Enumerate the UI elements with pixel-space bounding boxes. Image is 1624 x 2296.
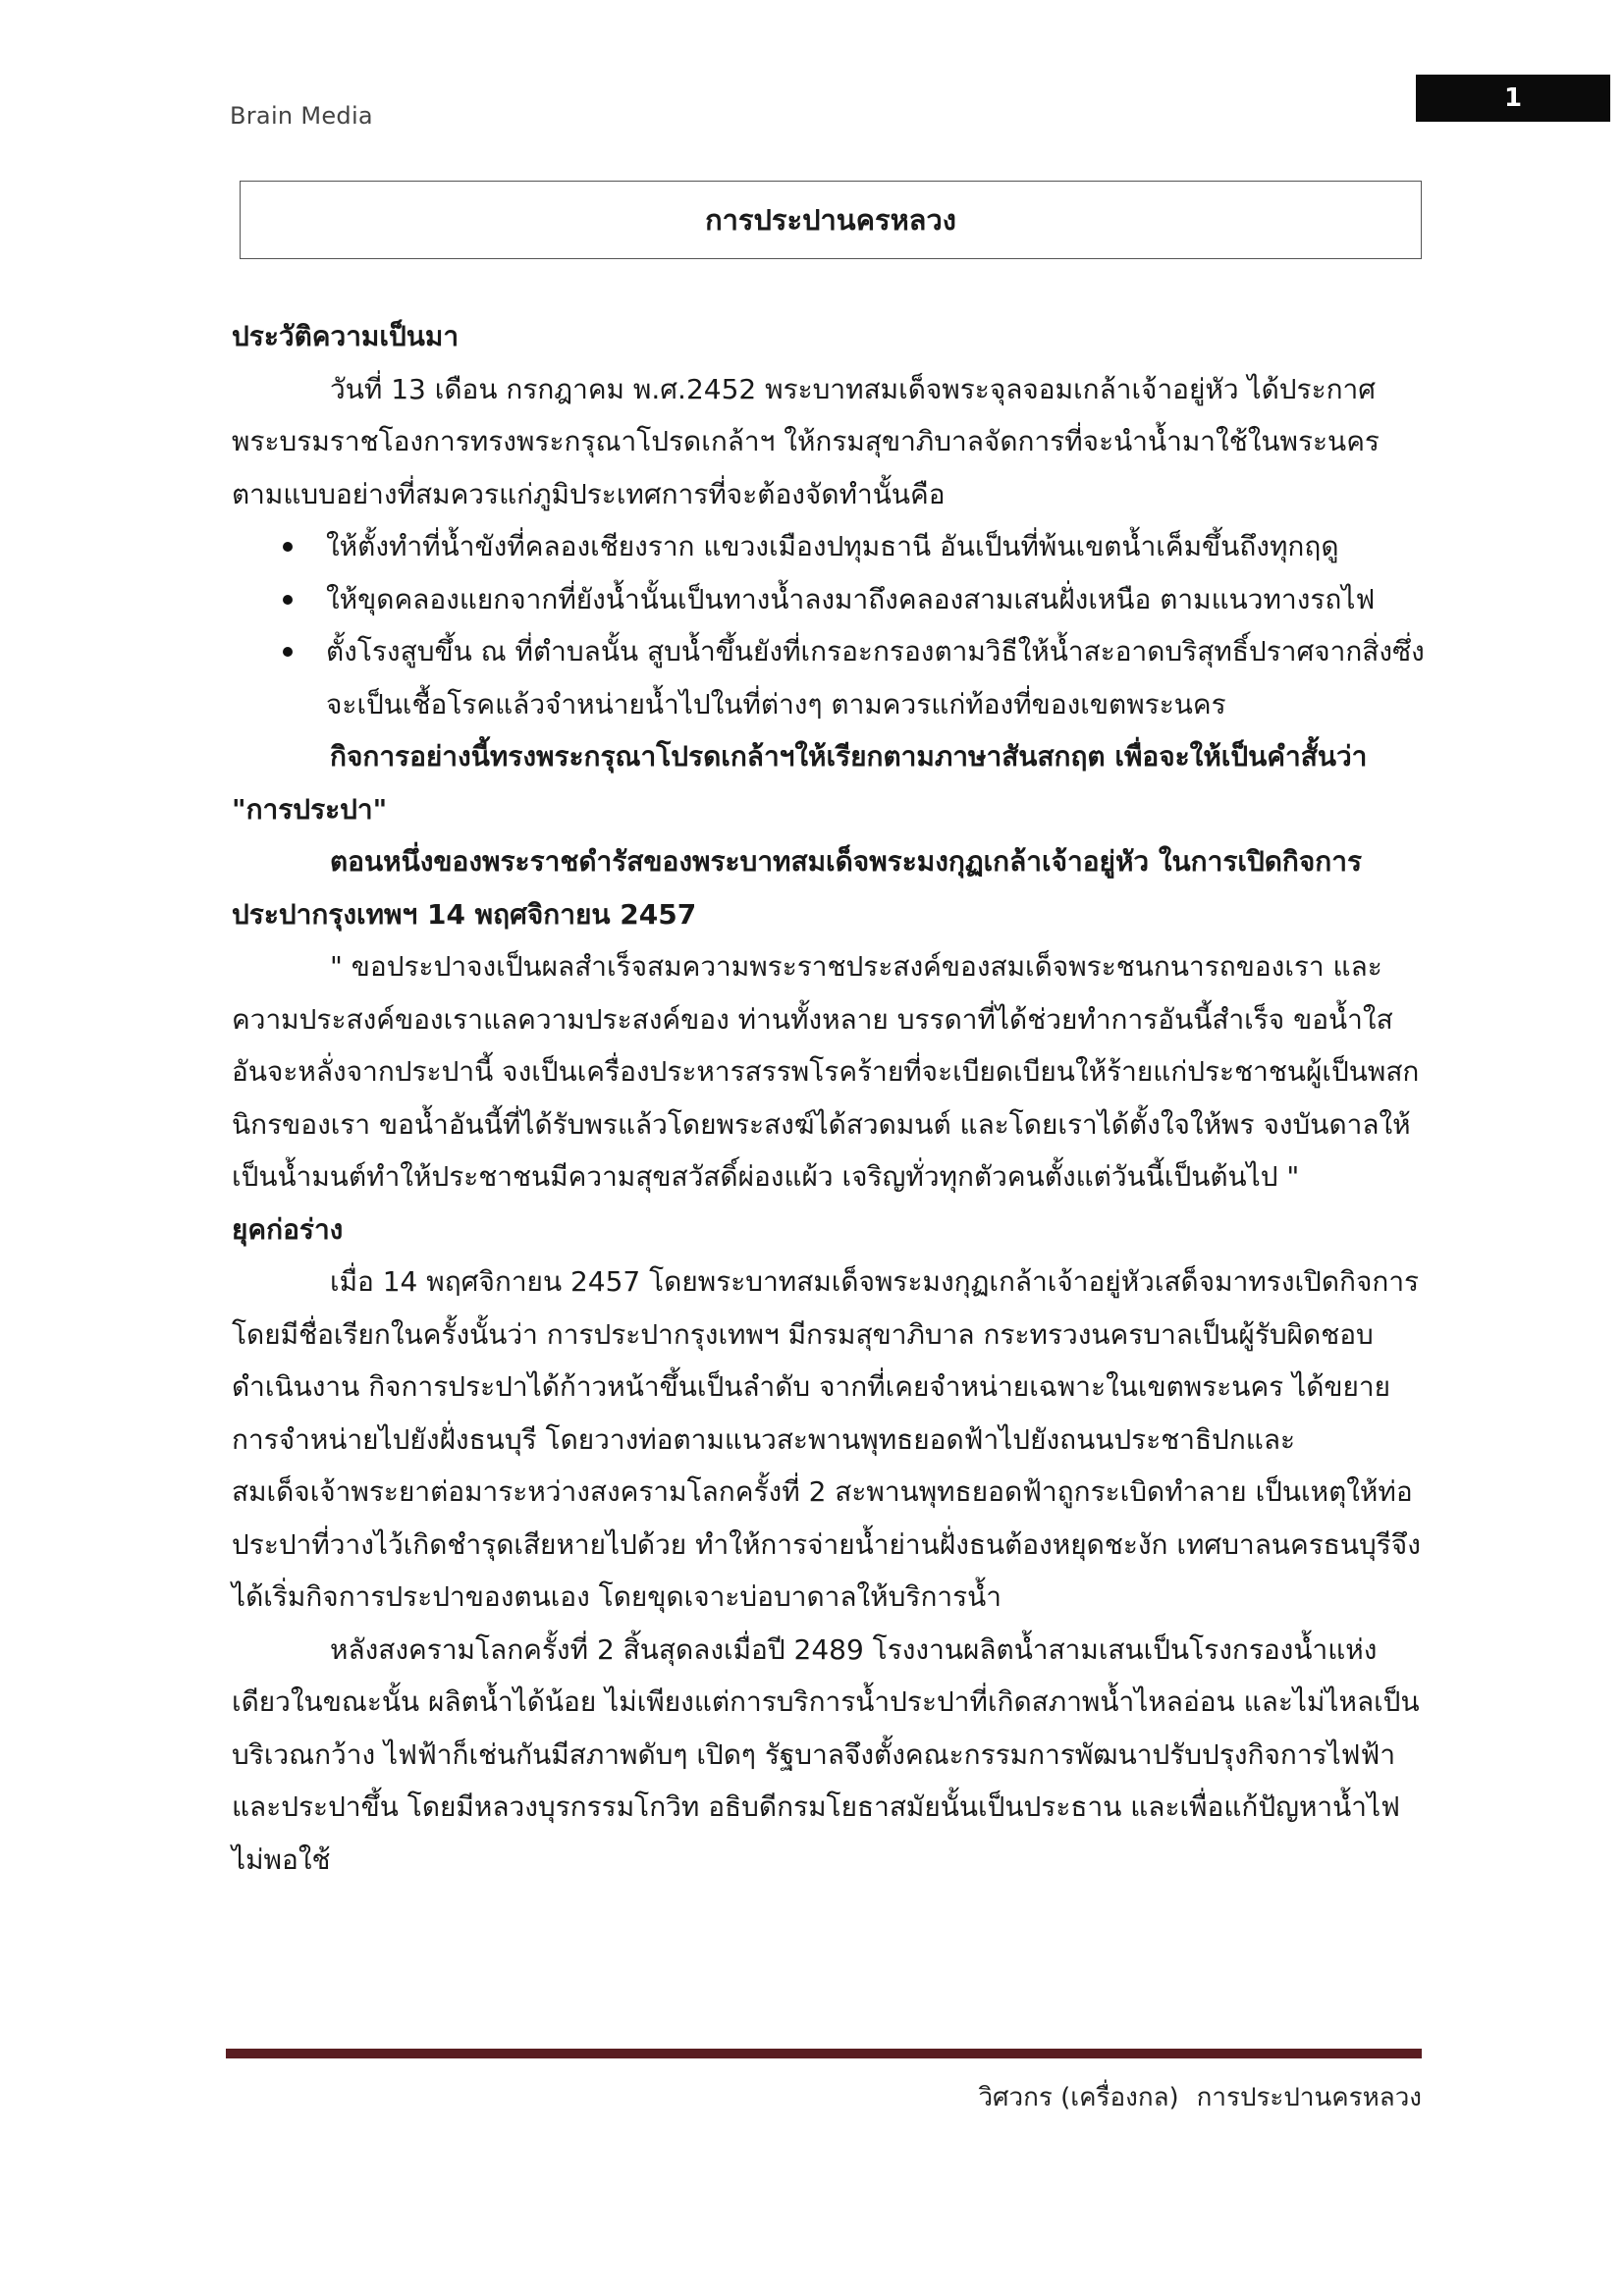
page-number-badge: 1 [1416,75,1610,122]
document-body [232,310,1426,1886]
footer-author: วิศวกร (เครื่องกล) [978,2083,1179,2112]
bullet-dot-icon [283,595,293,605]
bullet-dot-icon [283,647,293,657]
document-title: การประปานครหลวง [240,181,1422,259]
list-item: ตั้งโรงสูบขึ้น ณ ที่ตำบลนั้น สูบน้ำขึ้นยังที่เกรอะกรองตามวิธีให้น้ำสะอาดบริสุทธิ์ปราศจากสิ่งซึ่งจะเป็นเชื้อโรคแล้วจำหน่ายน้ำไปในที่ต่างๆ ตามควรแก่ท้องที่ของเขตพระนคร [232,625,1426,730]
early-era-paragraph-2: หลังสงครามโลกครั้งที่ 2 สิ้นสุดลงเมื่อปี 2489 โรงงานผลิตน้ำสามเสนเป็นโรงกรองน้ำแห่งเดียวในขณะนั้น ผลิตน้ำได้น้อย ไม่เพียงแต่การบริการน้ำประปาที่เกิดสภาพน้ำไหลอ่อน และไม่ไหลเป็นบริเวณกว้าง ไฟฟ้าก็เช่นกันมีสภาพดับๆ เปิดๆ รัฐบาลจึงตั้งคณะกรรมการพัฒนาปรับปรุงกิจการไฟฟ้า และประปาขึ้น โดยมีหลวงบุรกรรมโกวิท อธิบดีกรมโยธาสมัยนั้นเป็นประธาน และเพื่อแก้ปัญหาน้ำไฟไม่พอใช้ [232,1632,1420,1876]
history-intro-paragraph: วันที่ 13 เดือน กรกฎาคม พ.ศ.2452 พระบาทสมเด็จพระจุลจอมเกล้าเจ้าอยู่หัว ได้ประกาศพระบรมราชโองการทรงพระกรุณาโปรดเกล้าฯ ให้กรมสุขาภิบาลจัดการที่จะนำน้ำมาใช้ในพระนครตามแบบอย่างที่สมควรแก่ภูมิประเทศการที่จะต้องจัดทำนั้นคือ [232,372,1380,510]
publisher-header: Brain Media [230,102,373,130]
footer-doc-title: การประปานครหลวง [1196,2083,1422,2112]
history-bullet-list [232,520,1426,730]
list-item: ให้ตั้งทำที่น้ำขังที่คลองเชียงราก แขวงเมืองปทุมธานี อันเป็นที่พ้นเขตน้ำเค็มขึ้นถึงทุกฤดู [232,520,1426,573]
bullet-dot-icon [283,542,293,552]
footer [960,2077,1422,2117]
history-heading: ประวัติความเป็นมา [232,320,460,352]
early-era-paragraph-1: เมื่อ 14 พฤศจิกายน 2457 โดยพระบาทสมเด็จพระมงกุฏเกล้าเจ้าอยู่หัวเสด็จมาทรงเปิดกิจการโดยมีชื่อเรียกในครั้งนั้นว่า การประปากรุงเทพฯ มีกรมสุขาภิบาล กระทรวงนครบาลเป็นผู้รับผิดชอบดำเนินงาน กิจการประปาได้ก้าวหน้าขึ้นเป็นลำดับ จากที่เคยจำหน่ายเฉพาะในเขตพระนคร ได้ขยายการจำหน่ายไปยังฝั่งธนบุรี โดยวางท่อตามแนวสะพานพุทธยอดฟ้าไปยังถนนประชาธิปกและสมเด็จเจ้าพระยาต่อมาระหว่างสงครามโลกครั้งที่ 2 สะพานพุทธยอดฟ้าถูกระเบิดทำลาย เป็นเหตุให้ท่อประปาที่วางไว้เกิดชำรุดเสียหายไปด้วย ทำให้การจ่ายน้ำย่านฝั่งธนต้องหยุดชะงัก เทศบาลนครธนบุรีจึงได้เริ่มกิจการประปาของตนเอง โดยขุดเจาะบ่อบาดาลให้บริการน้ำ [232,1265,1421,1613]
speech-intro-paragraph: ตอนหนึ่งของพระราชดำรัสของพระบาทสมเด็จพระมงกุฏเกล้าเจ้าอยู่หัว ในการเปิดกิจการประปากรุงเทพฯ 14 พฤศจิกายน 2457 [232,845,1362,931]
list-item: ให้ขุดคลองแยกจากที่ยังน้ำนั้นเป็นทางน้ำลงมาถึงคลองสามเสนฝั่งเหนือ ตามแนวทางรถไฟ [232,573,1426,626]
naming-paragraph: กิจการอย่างนี้ทรงพระกรุณาโปรดเกล้าฯให้เรียกตามภาษาสันสกฤต เพื่อจะให้เป็นคำสั้นว่า "การประปา" [232,740,1368,826]
speech-quote-paragraph: " ขอประปาจงเป็นผลสำเร็จสมความพระราชประสงค์ของสมเด็จพระชนกนารถของเรา และความประสงค์ของเราแลความประสงค์ของ ท่านทั้งหลาย บรรดาที่ได้ช่วยทำการอันนี้สำเร็จ ขอน้ำใสอันจะหลั่งจากประปานี้ จงเป็นเครื่องประหารสรรพโรคร้ายที่จะเบียดเบียนให้ร้ายแก่ประชาชนผู้เป็นพสกนิกรของเรา ขอน้ำอันนี้ที่ได้รับพรแล้วโดยพระสงฆ์ได้สวดมนต์ และโดยเราได้ตั้งใจให้พร จงบันดาลให้เป็นน้ำมนต์ทำให้ประชาชนมีความสุขสวัสดิ์ผ่องแผ้ว เจริญทั่วทุกตัวคนตั้งแต่วันนี้เป็นต้นไป " [232,950,1420,1193]
early-era-heading: ยุคก่อร่าง [232,1212,344,1246]
footer-divider [226,2049,1422,2058]
